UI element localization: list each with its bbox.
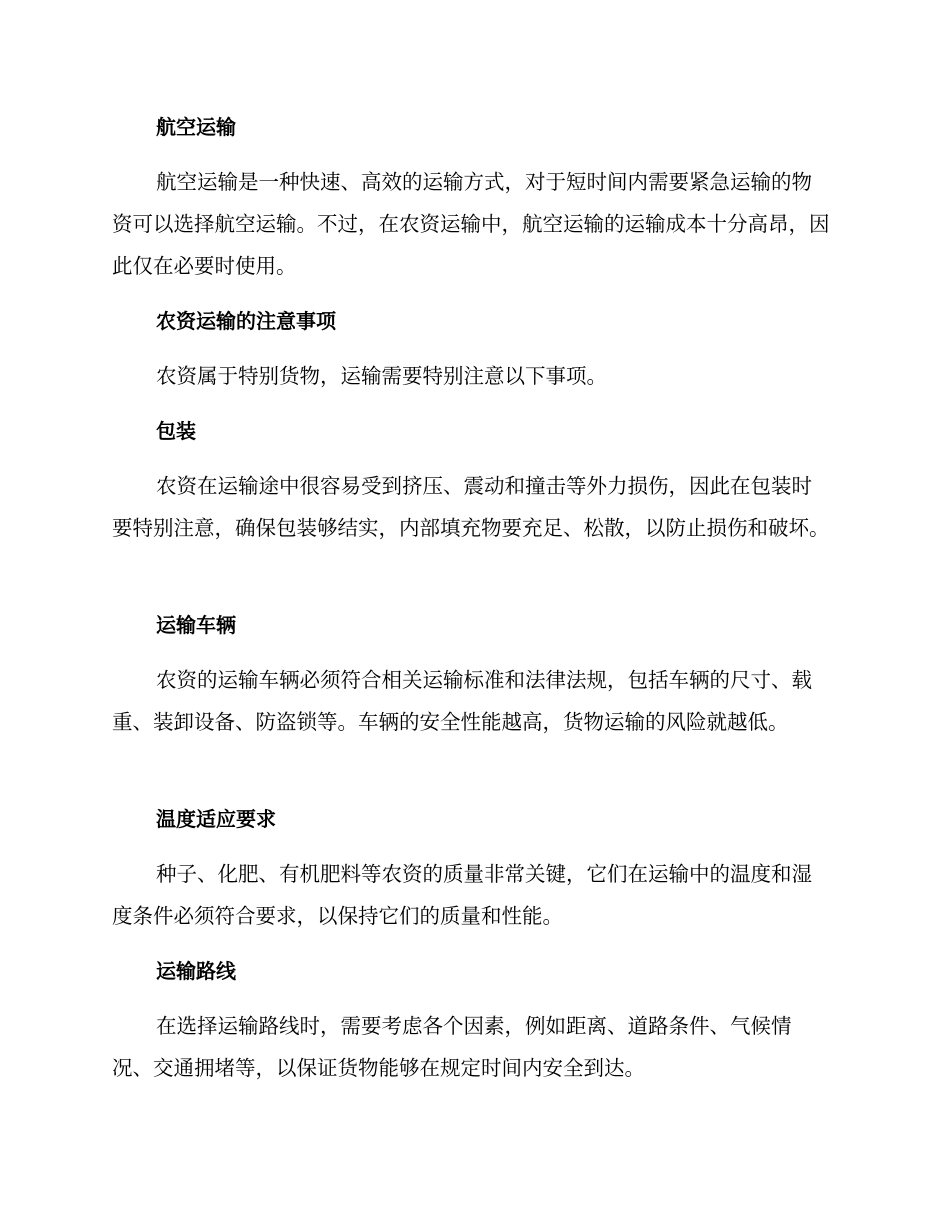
section-paragraph: 航空运输是一种快速、高效的运输方式，对于短时间内需要紧急运输的物资可以选择航空运输。不过，在农资运输中，航空运输的运输成本十分高昂，因此仅在必要时使用。 xyxy=(112,170,830,278)
section-heading: 温度适应要求 xyxy=(156,807,276,831)
section-heading: 包装 xyxy=(156,419,196,443)
section-paragraph: 在选择运输路线时，需要考虑各个因素，例如距离、道路条件、气候情况、交通拥堵等，以保证货物能够在规定时间内安全到达。 xyxy=(112,1014,792,1080)
section-heading: 运输路线 xyxy=(156,959,236,983)
section-heading: 运输车辆 xyxy=(156,613,236,637)
section-paragraph: 农资的运输车辆必须符合相关运输标准和法律法规，包括车辆的尺寸、载重、装卸设备、防盗锁等。车辆的安全性能越高，货物运输的风险就越低。 xyxy=(112,668,812,734)
section-heading: 航空运输 xyxy=(156,115,236,139)
section-paragraph: 农资属于特别货物，运输需要特别注意以下事项。 xyxy=(156,364,607,388)
section-paragraph: 种子、化肥、有机肥料等农资的质量非常关键，它们在运输中的温度和湿度条件必须符合要求，以保持它们的质量和性能。 xyxy=(112,862,812,928)
section-heading: 农资运输的注意事项 xyxy=(156,309,336,333)
section-paragraph: 农资在运输途中很容易受到挤压、震动和撞击等外力损伤，因此在包装时要特别注意，确保包装够结实，内部填充物要充足、松散，以防止损伤和破坏。 xyxy=(112,474,830,540)
